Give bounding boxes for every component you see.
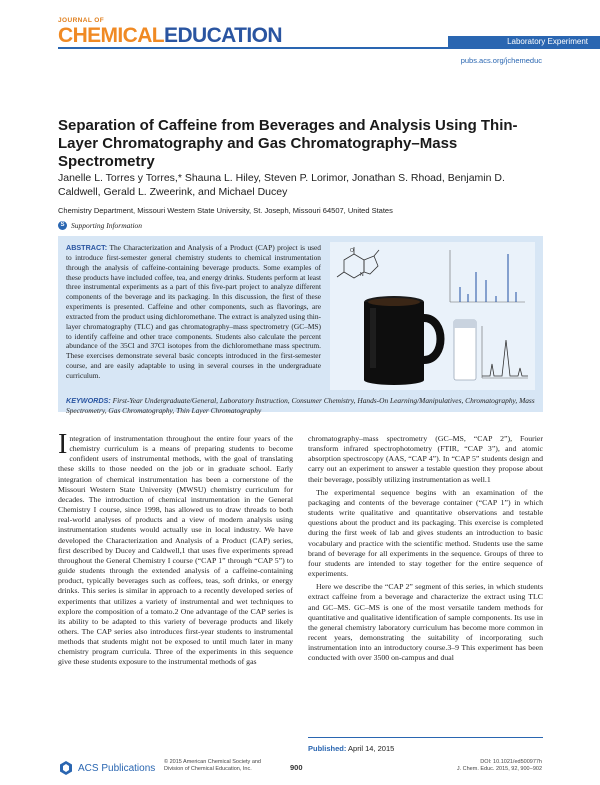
keywords-label: KEYWORDS: [66,396,111,405]
author-affiliation: Chemistry Department, Missouri Western State University, St. Joseph, Missouri 64507, United States [58,206,393,215]
copyright-line-1: © 2015 American Chemical Society and [164,759,261,765]
body-paragraph: The experimental sequence begins with an examination of the packaging and contents of the beverage container (“CAP 1”) in which students write qualitative and quantitative observations and testable questions about the product and its packaging. This exercise is completed during the first week of lab and gives students an introduction to basic vocabulary and practice with the scientific method. Students use the same brand of beverage for all experiments in the sequence. Groups of three to four students are intended to stay together for the entire sequence of experiments. [308,487,543,579]
published-rule [308,737,543,738]
published-date [308,744,394,753]
journal-url[interactable]: pubs.acs.org/jchemeduc [460,56,542,65]
body-paragraph-text: ntegration of instrumentation throughout the entire four years of the chemistry curriculum is a means of preparing students to become confident users of instrumental methods, with the goal of translating these skills to those needed on the job or in graduate school. Early integration of chemical instrumentation has been a cornerstone of the Missouri Western State University (MWSU) chemistry curriculum for decades. The introduction of chemical instrumentation in the General Chemistry I course, since 1998, has allowed us to draw threads to both real-world analyses of products and a view of modern analysis using instrumentation students would actually use in local industry. We have developed the Characterization and Analysis of a Product (CAP) series, first described by Ducey and Caldwell,1 that uses five experiments spread throughout the General Chemistry I course (“CAP 1” through “CAP 5”) to guide students through the extended analysis of a caffeine-containing product, typically beverages such as coffees, teas, soft drinks, or energy drinks. This series is similar in approach to a recently developed series of experiments that utilizes a variety of instrumental and wet techniques to explore the composition of a tomato.2 One advantage of the CAP series is its ability to be adapted to this variety of beverage products and likely others. The CAP series also introduces first-year students to instrumental methods that students might not be exposed to until much later in many chemistry program curricula. Three of the experiments in this sequence give these students exposure to the instrumental methods of gas [58,434,293,667]
abstract-text [66,243,321,381]
supporting-information-link[interactable] [58,221,142,230]
journal-citation: J. Chem. Educ. 2015, 92, 900−902 [456,766,542,772]
acs-publications-logo[interactable] [58,760,155,776]
section-tab: Laboratory Experiment [448,36,600,48]
article-authors: Janelle L. Torres y Torres,* Shauna L. Hiley, Steven P. Lorimor, Jonathan S. Rhoad, Benjamin D. Caldwell, Gerald L. Zweerink, and Michael Ducey [58,172,505,198]
page-number: 900 [290,763,303,772]
copyright-notice [164,759,274,773]
abstract-box [58,236,543,415]
journal-logo [58,17,282,63]
caffeine-structure [337,247,379,278]
acs-hexagon-icon [58,760,74,776]
sample-vial-image [454,320,476,380]
body-column-left [58,429,293,668]
logo-chemical: CHEMICAL [58,24,165,47]
logo-education: EDUCATION [164,24,282,47]
logo-journal-of: JOURNAL OF [58,17,105,24]
abstract-body: The Characterization and Analysis of a Product (CAP) project is used to introduce first-semester general chemistry students to chemical instrumentation through the analysis of caffeine-containing beverage products. Some examples of these products have included coffee, tea, and energy drinks. Students perform at least three instrumental experiments as a part of this five-part project to analyze different components of the beverage and its packaging. In this discussion, the first of these experiments is presented. Caffeine and other components, such as flavorings, are extracted from the product using dichloromethane. The extract is analyzed using thin-layer chromatography (TLC) and gas chromatography–mass spectrometry (GC–MS) to identify caffeine and other trace components. Students also calculate the percent abundance of the 35Cl and 37Cl isotopes from the dichloromethane mass spectrum. These exercises demonstrate several basic concepts introduced in the first-semester course, and are easily adaptable to using in several courses in the undergraduate curriculum. [66,243,321,380]
supporting-info-icon: S [58,221,67,230]
keywords [66,396,536,415]
coffee-mug-image [364,296,441,385]
logo-wordmark [58,24,282,47]
keywords-list: First-Year Undergraduate/General, Laboratory Instruction, Consumer Chemistry, Hands-On Learning/Manipulatives, Chromatography, Mass Spectrometry, Gas Chromatography, Thin Layer Chromatography [66,396,535,415]
toc-graphic [330,242,535,390]
body-column-right [308,434,543,663]
body-paragraph [58,429,293,668]
acs-publications-text: ACS Publications [78,762,156,774]
chromatogram [482,326,528,378]
mass-spectrum [450,250,525,302]
abstract-label: ABSTRACT: [66,243,108,252]
struct-label-o: O [350,248,354,254]
published-value: April 14, 2015 [348,744,395,753]
copyright-line-2: Division of Chemical Education, Inc. [164,766,252,772]
article-title: Separation of Caffeine from Beverages and Analysis Using Thin-Layer Chromatography and Gas Chromatography–Mass Spectrometry [58,117,518,170]
toc-graphic-svg [330,242,535,390]
drop-cap: I [58,429,68,460]
body-paragraph: chromatography–mass spectrometry (GC–MS, “CAP 2”), Fourier transform infrared spectrophotometry (FTIR, “CAP 3”), and atomic absorption spectroscopy (AAS, “CAP 4”). In “CAP 5” students design and carry out an experiment to answer a testable question they propose about their beverage, possibly utilizing instrumentation as well.1 [308,434,543,484]
supporting-info-label: Supporting Information [71,221,143,230]
body-paragraph: Here we describe the “CAP 2” segment of this series, in which students extract caffeine from a beverage and characterize the extract using TLC and GC–MS. GC–MS is one of the most versatile tandem methods for quantitative and qualitative identification of sample components. Its use in the general chemistry laboratory curriculum has become more common in recent years, demonstrating the suitability of incorporating such instrumentation into an introductory course.3–9 This experiment has been conducted with over 3500 on-campus and dual [308,582,543,663]
doi-citation [457,759,542,773]
doi-link[interactable]: DOI: 10.1021/ed500977h [480,759,542,765]
published-label: Published: [308,744,347,753]
struct-label-n: N [360,272,364,278]
